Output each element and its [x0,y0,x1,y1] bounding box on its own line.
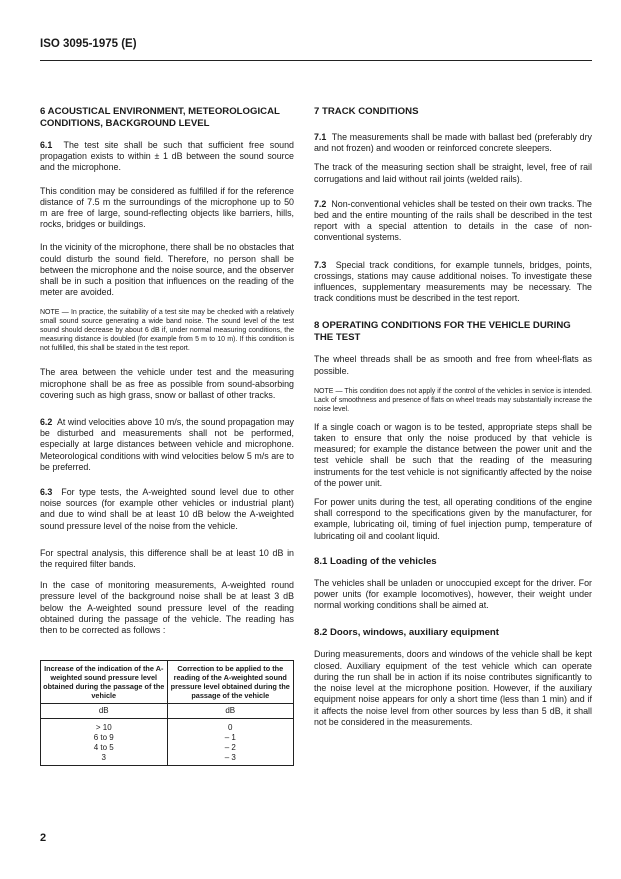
clause-6-1-note: NOTE — In practice, the suitability of a test site may be checked with a relatively small sound source generating a wide band noise. The sound level of the test sound should decrease by about 6 dB if, under normal measuring conditions, the measuring distance is doubled (for example from 5 m to 10 m). If this condition is not fulfilled, this shall be stated in the test report. [40,309,294,353]
table-unit-increase: dB [41,704,168,719]
clause-6-3-paragraph-2: For spectral analysis, this difference shall be at least 10 dB in the required filter bands. [40,547,294,570]
clause-6-1 [40,140,294,174]
table-row [41,743,294,753]
clause-8-1-text: The vehicles shall be unladen or unoccupied except for the driver. For power units (for example locomotives), however, their weight under normal working conditions shall be aimed at. [314,577,592,611]
section-6-heading: 6 ACOUSTICAL ENVIRONMENT, METEOROLOGICAL CONDITIONS, BACKGROUND LEVEL [40,106,280,129]
table-cell-correction: – 3 [167,753,294,766]
clause-6-1-paragraph-3: In the vicinity of the microphone, there shall be no obstacles that could disturb the sound field. Therefore, no person shall be between the microphone and the noise source, and the observer shall be in such a position that influences on the reading of the meter are avoided. [40,242,294,298]
clause-8-1-heading: 8.1 Loading of the vehicles [314,555,437,567]
clause-6-2-text: At wind velocities above 10 m/s, the sound propagation may be disturbed and measurements shall not be performed, especially at large distances between vehicle and microphone. Meteorological conditions with wind velocities below 5 m/s are to be preferred. [40,417,294,472]
table-unit-correction: dB [167,704,294,719]
table-cell-increase: 3 [41,753,168,766]
clause-7-3-number: 7.3 [314,259,327,270]
clause-8-2-text: During measurements, doors and windows of the vehicle shall be kept closed. Auxiliary equipment of the test vehicle which can operate during the run shall be in action if its noise contributes significantly to the noise level at the microphone position. However, if the auxiliary equipment noise appears for only a short time (less than 1 min) and if it affects the noise level from other sources by less than 5 dB, it shall not be considered in the measurements. [314,649,592,727]
clause-6-3-text: For type tests, the A-weighted sound level due to other noise sources (for example other vehicles or industrial plant) and due to wind shall be at least 10 dB below the A-weighted sound pressure level of the noise from the vehicle. [40,487,294,531]
section-8-paragraph-1: The wheel threads shall be as smooth and free from wheel-flats as possible. [314,354,592,376]
clause-6-3-paragraph-3: In the case of monitoring measurements, A-weighted round pressure level of the background noise shall be at least 3 dB below the A-weighted sound pressure level of the reading obtained during the passage of the vehicle. The reading has then to be corrected as follows : [40,580,294,636]
table-header-correction: Correction to be applied to the reading of the A-weighted sound pressure level obtained during the passage of the vehicle [167,661,294,704]
clause-7-2 [314,199,592,244]
clause-7-1-number: 7.1 [314,132,327,142]
table-cell-correction: – 1 [167,733,294,743]
table-cell-increase: > 10 [41,719,168,734]
section-8-paragraph-3: For power units during the test, all operating conditions of the engine shall correspond to the specifications given by the manufacturer, for example, lubricating oil, timing of fuel injection pump, temperature of lubricating oil and coolant liquid. [314,497,592,541]
table-row [41,733,294,743]
document-id: ISO 3095-1975 (E) [40,38,137,50]
clause-6-3-number: 6.3 [40,487,53,498]
clause-6-1-text: The test site shall be such that sufficient free sound propagation exists to within ± 1 dB between the sound source and the microphone. [40,140,294,173]
clause-6-1-paragraph-4: The area between the vehicle under test and the measuring microphone shall be as free as possible from sound-absorbing covering such as high grass, snow or ballast of other tracks. [40,367,294,400]
clause-7-2-text: Non-conventional vehicles shall be tested on their own tracks. The bed and the entire mounting of the rails shall be described in the test report with a special attention to details in the case of non-conventional systems. [314,198,592,243]
correction-table [40,660,294,766]
clause-7-2-number: 7.2 [314,198,327,209]
table-row [41,719,294,734]
right-column [314,106,592,728]
clause-8-2-heading: 8.2 Doors, windows, auxiliary equipment [314,627,499,639]
section-7-heading: 7 TRACK CONDITIONS [314,106,419,117]
table-cell-increase: 6 to 9 [41,733,168,743]
table-cell-increase: 4 to 5 [41,743,168,753]
page-number: 2 [40,832,47,844]
clause-7-1 [314,132,592,154]
header-rule [40,60,592,61]
clause-6-1-paragraph-2: This condition may be considered as fulfilled if for the reference distance of 7.5 m the surroundings of the microphone up to 50 m are free of large, sound-reflecting objects like barriers, hills, rocks, bridges or buildings. [40,185,294,230]
clause-6-2 [40,417,294,473]
clause-6-1-number: 6.1 [40,140,53,150]
clause-6-3 [40,487,294,532]
section-8-paragraph-2: If a single coach or wagon is to be tested, appropriate steps shall be taken to ensure that only the noise produced by that vehicle is measured; for example the distance between the power unit and the test vehicle shall be such that the reading of the measuring instruments for the test vehicle is not significantly affected by the noise of the power unit. [314,421,592,488]
section-8-note: NOTE — This condition does not apply if the control of the vehicles in service is intended. Lack of smoothness and presence of flats on wheel treads may substantially increase the noise level. [314,387,592,413]
section-8-heading: 8 OPERATING CONDITIONS FOR THE VEHICLE DURING THE TEST [314,320,571,344]
left-column [40,106,294,766]
table-header-increase: Increase of the indication of the A-weighted sound pressure level obtained during the passage of the vehicle [41,661,168,704]
clause-7-3-text: Special track conditions, for example tunnels, bridges, points, crossings, stations may cause additional noises. To investigate these influences, supplementary measurements may be necessary. The track conditions must be described in the test report. [314,259,592,304]
clause-7-1-text: The measurements shall be made with ballast bed (preferably dry and not frozen) and wooden or reinforced concrete sleepers. [314,132,592,154]
table-cell-correction: – 2 [167,743,294,753]
clause-7-1-paragraph-2: The track of the measuring section shall be straight, level, free of rail corrugations and laid without rail joints (welded rails). [314,162,592,184]
table-row [41,753,294,766]
clause-6-2-number: 6.2 [40,417,53,428]
table-cell-correction: 0 [167,719,294,734]
clause-7-3 [314,260,592,305]
